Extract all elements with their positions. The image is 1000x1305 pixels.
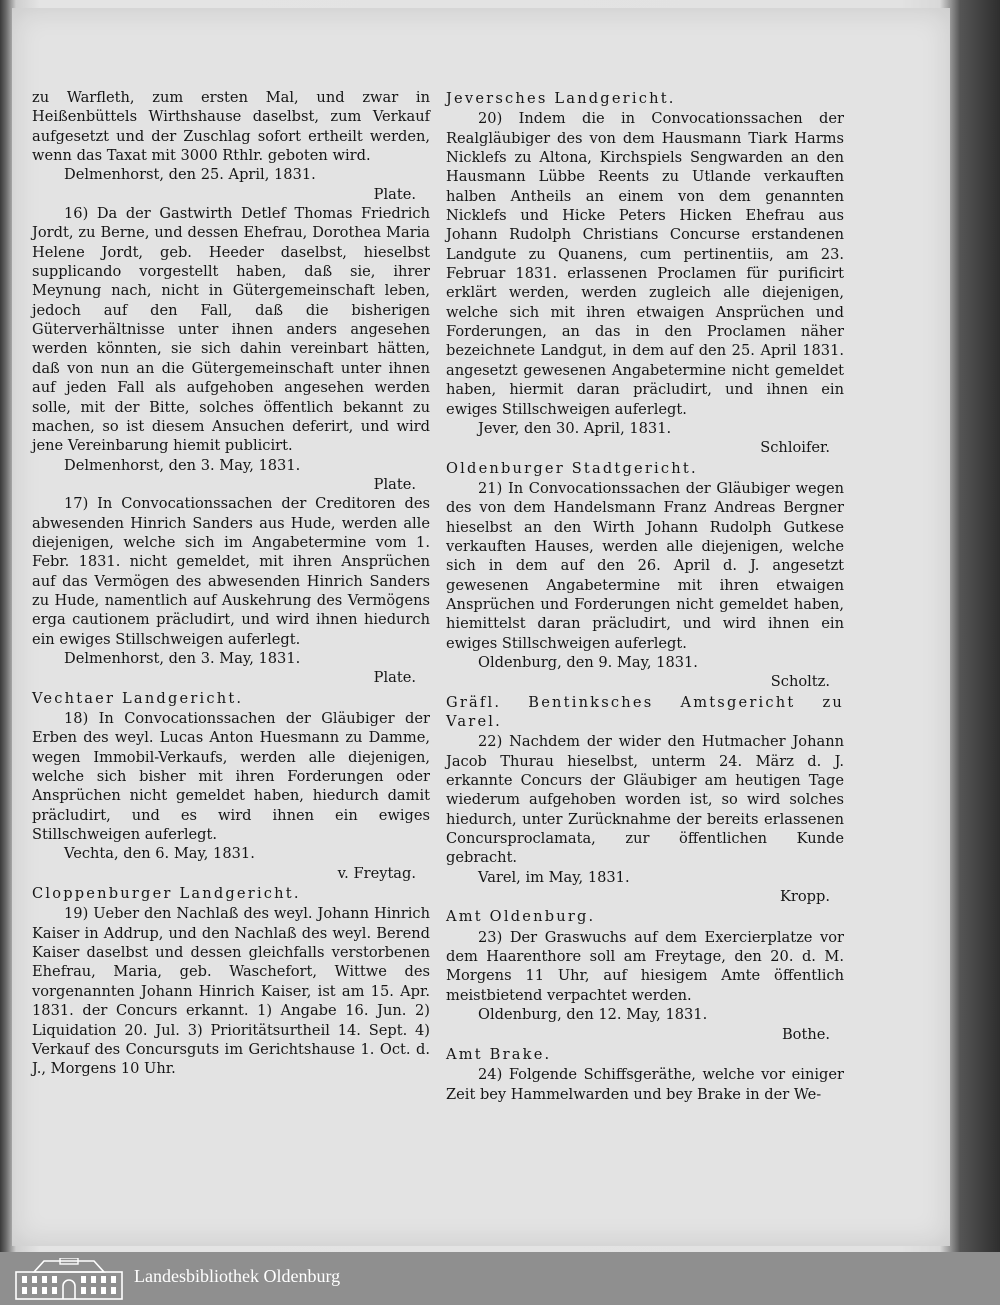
place-date-line: Jever, den 30. April, 1831. <box>478 419 672 437</box>
notice-paragraph: 22) Nachdem der wider den Hutmacher Johann Jacob Thurau hieselbst, unterm 24. März d. J. erkannte Concurs der Gläubiger am heutigen Tage wiederum aufgehoben worden ist, so wird solches hiedurch, unter Zurücknahme der bereits erlassenen Concursproclamata, zur öffentlichen Kunde gebracht. <box>446 733 844 867</box>
section-heading: Vechtaer Landgericht. <box>32 689 244 707</box>
signature: Schloifer. <box>760 439 830 457</box>
notice-paragraph: 16) Da der Gastwirth Detlef Thomas Friedrich Jordt, zu Berne, und dessen Ehefrau, Dorothea Maria Helene Jordt, geb. Heeder daselbst, hieselbst supplicando vorgestellt haben, daß sie, ihrer Meynung nach, nicht in Gütergemeinschaft leben, jedoch auf den Fall, daß die bisherigen Güterverhältnisse unter ihnen anders angesehen werden könnten, sie sich dahin vereinbart hätten, daß von nun an die Gütergemeinschaft unter ihnen auf jeden Fall als aufgehoben angesehen werden solle, mit der Bitte, solches öffentlich bekannt zu machen, so ist diesem Ansuchen deferirt, und wird jene Vereinbarung hiemit publicirt. <box>32 205 430 455</box>
section-heading: Gräfl. Bentinksches Amtsgericht zu Varel. <box>446 693 844 730</box>
place-date-line: Oldenburg, den 9. May, 1831. <box>478 653 698 671</box>
place-date-line: Delmenhorst, den 3. May, 1831. <box>64 456 301 474</box>
place-date-line: Vechta, den 6. May, 1831. <box>64 845 255 863</box>
section-heading: Amt Oldenburg. <box>446 908 596 926</box>
section-heading: Jeversches Landgericht. <box>446 90 676 107</box>
notice-paragraph: 23) Der Graswuchs auf dem Exercierplatze vor dem Haarenthore soll am Freytage, den 20. d. M. Morgens 11 Uhr, auf hiesigem Amte öffentlich meistbietend verpachtet werden. <box>446 928 844 1004</box>
signature: Kropp. <box>780 888 830 906</box>
notice-paragraph: 17) In Convocationssachen der Creditoren des abwesenden Hinrich Sanders aus Hude, werden alle diejenigen, welche sich im Angabetermine vom 1. Febr. 1831. nicht gemeldet, mit ihren Ansprüchen auf das Vermögen des abwesenden Hinrich Sanders zu Hude, namentlich auf Auskehrung des Vermögens erga cautionem präcludirt, und wird ihnen hiedurch ein ewiges Stillschweigen auferlegt. <box>32 495 430 648</box>
signature: Bothe. <box>781 1025 830 1043</box>
right-column <box>446 88 844 1104</box>
library-building-icon <box>14 1258 124 1300</box>
signature: Plate. <box>373 185 416 203</box>
notice-paragraph: 18) In Convocationssachen der Gläubiger der Erben des weyl. Lucas Anton Huesmann zu Damme, wegen Immobil-Verkaufs, werden alle diejenigen, welche sich bisher mit ihren Forderungen oder Ansprüchen nicht gemeldet haben, hiedurch damit präcludirt, und es wird ihnen ein ewiges Stillschweigen auferlegt. <box>32 710 430 844</box>
signature: Plate. <box>373 669 416 687</box>
notice-paragraph: 20) Indem die in Convocationssachen der Realgläubiger des von dem Hausmann Tiark Harms Nicklefs zu Altona, Kirchspiels Sengwarden an den Hausmann Lübbe Reents zu Utlande verkauften halben Antheils an einem von dem genannten Nicklefs und Hicke Peters Hicken Ehefrau aus Johann Rudolph Christians Concurse erstandenen Landgute zu Quanens, cum pertinentiis, am 23. Februar 1831. erlassenen Proclamen für purificirt erklärt werden, werden zugleich alle diejenigen, welche sich mit ihren etwaigen Ansprüchen und Forderungen, an das in den Proclamen näher bezeichnete Landgut, in dem auf den 25. April 1831. angesetzt gewesenen Angabetermine nicht gemeldet haben, hiermit daran präcludirt, und ihnen ein ewiges Stillschweigen auferlegt. <box>446 110 844 418</box>
notice-paragraph: 24) Folgende Schiffsgeräthe, welche vor einiger Zeit bey Hammelwarden und bey Brake in der We- <box>446 1066 844 1103</box>
notice-paragraph: 19) Ueber den Nachlaß des weyl. Johann Hinrich Kaiser in Addrup, und den Nachlaß des weyl. Berend Kaiser daselbst und dessen gleichfalls verstorbenen Ehefrau, Maria, geb. Waschefort, Wittwe des vorgenannten Johann Hinrich Kaiser, ist am 15. Apr. 1831. der Concurs erkannt. 1) Angabe 16. Jun. 2) Liquidation 20. Jul. 3) Prioritätsurtheil 14. Sept. 4) Verkauf des Concursguts im Gerichtshause 1. Oct. d. J., Morgens 10 Uhr. <box>32 905 430 1078</box>
notice-paragraph: 21) In Convocationssachen der Gläubiger wegen des von dem Handelsmann Franz Andreas Bergner hieselbst an den Wirth Johann Rudolph Gutkese verkauften Hauses, werden alle diejenigen, welche sich in dem auf den 26. April d. J. angesetzt gewesenen Angabetermine mit ihren etwaigen Ansprüchen und Forderungen nicht gemeldet haben, hiemittelst daran präcludirt, und wird ihnen ein ewiges Stillschweigen auferlegt. <box>446 479 844 652</box>
place-date-line: Delmenhorst, den 25. April, 1831. <box>64 166 316 184</box>
signature: Scholtz. <box>770 673 830 691</box>
place-date-line: Oldenburg, den 12. May, 1831. <box>478 1006 708 1024</box>
library-name: Landesbibliothek Oldenburg <box>134 1266 341 1286</box>
place-date-line: Delmenhorst, den 3. May, 1831. <box>64 649 301 667</box>
left-column <box>32 88 430 1079</box>
place-date-line: Varel, im May, 1831. <box>478 868 630 886</box>
section-heading: Amt Brake. <box>446 1045 552 1063</box>
viewer-footer <box>0 1252 1000 1305</box>
signature: Plate. <box>373 475 416 493</box>
section-heading: Oldenburger Stadtgericht. <box>446 459 698 477</box>
newspaper-page <box>12 8 950 1246</box>
section-heading: Cloppenburger Landgericht. <box>32 885 301 903</box>
notice-paragraph: zu Warfleth, zum ersten Mal, und zwar in Heißenbüttels Wirthshause daselbst, zum Verkauf aufgesetzt und der Zuschlag sofort ertheilt werden, wenn das Taxat mit 3000 Rthlr. geboten wird. <box>32 89 430 165</box>
signature: v. Freytag. <box>337 864 416 882</box>
